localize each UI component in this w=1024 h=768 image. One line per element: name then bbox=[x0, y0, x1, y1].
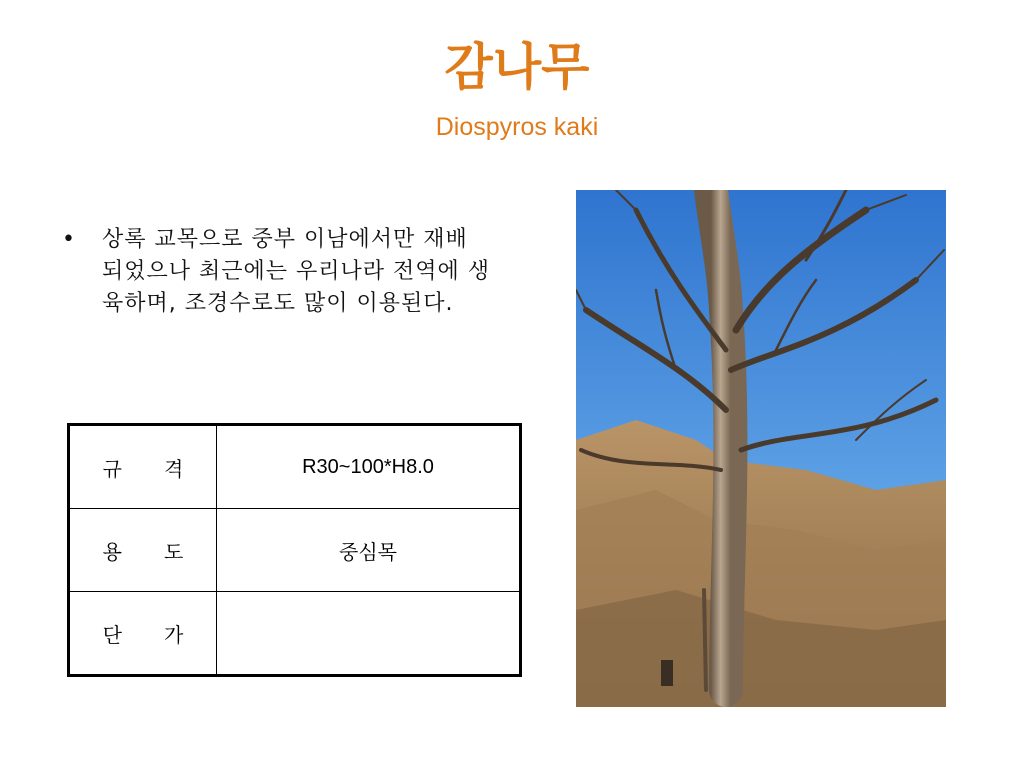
bullet-list bbox=[62, 224, 492, 320]
row-label bbox=[69, 592, 217, 676]
tree-photo bbox=[576, 190, 946, 707]
bullet-dot-icon: • bbox=[62, 227, 75, 252]
table-row bbox=[69, 509, 521, 592]
slide-subtitle: Diospyros kaki bbox=[435, 113, 599, 141]
label-char: 용 bbox=[102, 539, 122, 564]
table-row bbox=[69, 592, 521, 676]
bullet-text: 상록 교목으로 중부 이남에서만 재배 되었으나 최근에는 우리나라 전역에 생육하며, 조경수로도 많이 이용된다. bbox=[102, 227, 491, 316]
label-char: 단 bbox=[102, 622, 122, 647]
label-char: 격 bbox=[164, 456, 184, 481]
label-char: 규 bbox=[102, 456, 122, 481]
row-value bbox=[217, 592, 521, 676]
label-char: 도 bbox=[164, 539, 184, 564]
spec-table bbox=[67, 423, 522, 677]
row-value: R30~100*H8.0 bbox=[217, 425, 521, 509]
row-value: 중심목 bbox=[217, 509, 521, 592]
slide-title: 감나무 bbox=[444, 38, 590, 96]
table-row bbox=[69, 425, 521, 509]
bullet-item bbox=[62, 224, 492, 320]
row-label bbox=[69, 509, 217, 592]
label-char: 가 bbox=[164, 622, 184, 647]
row-label bbox=[69, 425, 217, 509]
